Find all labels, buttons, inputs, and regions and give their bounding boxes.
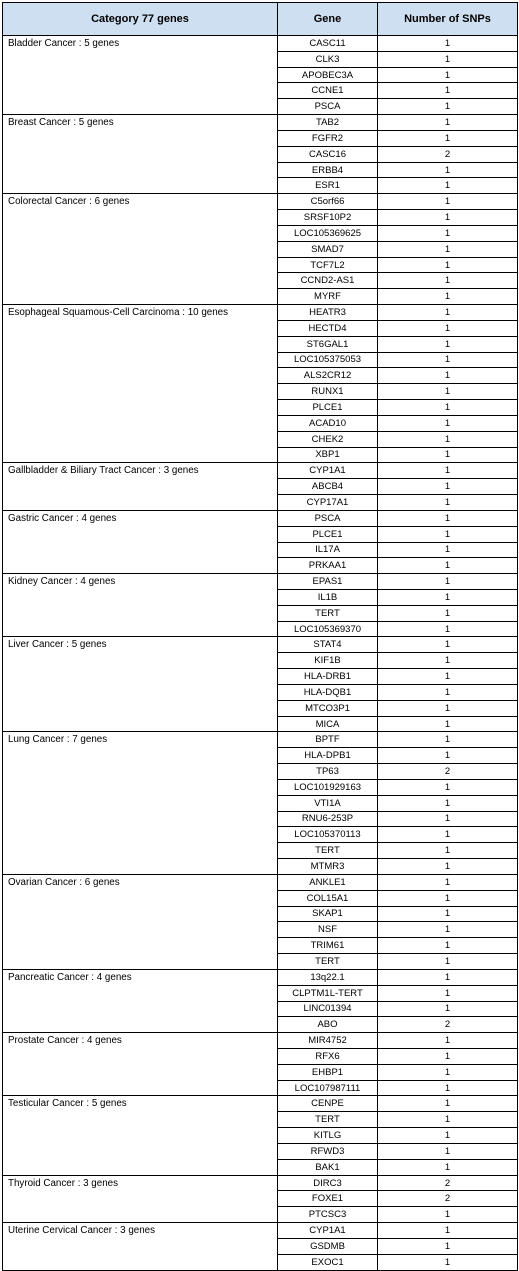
category-cell: Esophageal Squamous-Cell Carcinoma : 10 genes xyxy=(3,305,278,463)
gene-snp-table xyxy=(2,2,518,1271)
snp-count-cell: 1 xyxy=(378,257,518,273)
category-cell: Gallbladder & Biliary Tract Cancer : 3 genes xyxy=(3,463,278,510)
snp-count-cell: 1 xyxy=(378,526,518,542)
snp-count-cell: 1 xyxy=(378,1223,518,1239)
gene-cell: KITLG xyxy=(278,1128,378,1144)
snp-count-cell: 1 xyxy=(378,51,518,67)
table-row xyxy=(3,969,518,985)
snp-count-cell: 1 xyxy=(378,1096,518,1112)
gene-cell: VTI1A xyxy=(278,795,378,811)
gene-cell: ACAD10 xyxy=(278,415,378,431)
gene-cell: STAT4 xyxy=(278,637,378,653)
category-cell: Prostate Cancer : 4 genes xyxy=(3,1033,278,1096)
snp-count-cell: 1 xyxy=(378,605,518,621)
gene-cell: CYP17A1 xyxy=(278,495,378,511)
snp-count-cell: 1 xyxy=(378,447,518,463)
gene-cell: HLA-DQB1 xyxy=(278,684,378,700)
snp-count-cell: 1 xyxy=(378,700,518,716)
snp-count-cell: 1 xyxy=(378,99,518,115)
table-body xyxy=(3,36,518,1271)
snp-count-cell: 1 xyxy=(378,669,518,685)
gene-cell: RFX6 xyxy=(278,1049,378,1065)
gene-cell: HEATR3 xyxy=(278,305,378,321)
gene-cell: NSF xyxy=(278,922,378,938)
snp-count-cell: 1 xyxy=(378,1001,518,1017)
gene-cell: ABCB4 xyxy=(278,479,378,495)
gene-cell: RNU6-253P xyxy=(278,811,378,827)
gene-cell: TERT xyxy=(278,1112,378,1128)
gene-cell: CCND2-AS1 xyxy=(278,273,378,289)
snp-count-cell: 1 xyxy=(378,684,518,700)
gene-cell: TRIM61 xyxy=(278,938,378,954)
header-category: Category 77 genes xyxy=(3,3,278,36)
gene-cell: CASC16 xyxy=(278,146,378,162)
category-cell: Pancreatic Cancer : 4 genes xyxy=(3,969,278,1032)
snp-count-cell: 1 xyxy=(378,384,518,400)
snp-count-cell: 1 xyxy=(378,827,518,843)
gene-cell: CASC11 xyxy=(278,36,378,52)
header-gene: Gene xyxy=(278,3,378,36)
snp-count-cell: 1 xyxy=(378,495,518,511)
table-row xyxy=(3,305,518,321)
category-cell: Colorectal Cancer : 6 genes xyxy=(3,194,278,305)
snp-count-cell: 1 xyxy=(378,400,518,416)
snp-count-cell: 1 xyxy=(378,320,518,336)
table-row xyxy=(3,1096,518,1112)
gene-cell: HLA-DRB1 xyxy=(278,669,378,685)
gene-cell: TERT xyxy=(278,843,378,859)
gene-cell: HLA-DPB1 xyxy=(278,748,378,764)
snp-count-cell: 1 xyxy=(378,336,518,352)
header-snp-count: Number of SNPs xyxy=(378,3,518,36)
table-row xyxy=(3,1175,518,1191)
snp-count-cell: 1 xyxy=(378,194,518,210)
snp-count-cell: 1 xyxy=(378,969,518,985)
snp-count-cell: 1 xyxy=(378,890,518,906)
snp-count-cell: 1 xyxy=(378,637,518,653)
table-header xyxy=(3,3,518,36)
snp-count-cell: 1 xyxy=(378,162,518,178)
table-row xyxy=(3,637,518,653)
snp-count-cell: 1 xyxy=(378,463,518,479)
snp-count-cell: 1 xyxy=(378,1080,518,1096)
snp-count-cell: 1 xyxy=(378,938,518,954)
snp-count-cell: 1 xyxy=(378,1159,518,1175)
gene-cell: DIRC3 xyxy=(278,1175,378,1191)
gene-cell: CENPE xyxy=(278,1096,378,1112)
table-row xyxy=(3,732,518,748)
snp-count-cell: 1 xyxy=(378,1128,518,1144)
gene-cell: ANKLE1 xyxy=(278,874,378,890)
snp-count-cell: 1 xyxy=(378,542,518,558)
gene-cell: TP63 xyxy=(278,764,378,780)
gene-cell: SMAD7 xyxy=(278,241,378,257)
gene-cell: GSDMB xyxy=(278,1238,378,1254)
snp-count-cell: 1 xyxy=(378,1143,518,1159)
gene-cell: PSCA xyxy=(278,510,378,526)
snp-count-cell: 1 xyxy=(378,1033,518,1049)
snp-count-cell: 1 xyxy=(378,621,518,637)
header-row xyxy=(3,3,518,36)
gene-cell: ALS2CR12 xyxy=(278,368,378,384)
category-cell: Bladder Cancer : 5 genes xyxy=(3,36,278,115)
snp-count-cell: 1 xyxy=(378,1254,518,1270)
snp-count-cell: 1 xyxy=(378,558,518,574)
snp-count-cell: 1 xyxy=(378,1238,518,1254)
gene-cell: CCNE1 xyxy=(278,83,378,99)
snp-count-cell: 1 xyxy=(378,510,518,526)
category-cell: Ovarian Cancer : 6 genes xyxy=(3,874,278,969)
category-cell: Breast Cancer : 5 genes xyxy=(3,115,278,194)
category-cell: Gastric Cancer : 4 genes xyxy=(3,510,278,573)
category-cell: Thyroid Cancer : 3 genes xyxy=(3,1175,278,1222)
gene-cell: CYP1A1 xyxy=(278,1223,378,1239)
gene-cell: RUNX1 xyxy=(278,384,378,400)
snp-count-cell: 1 xyxy=(378,241,518,257)
gene-cell: MIR4752 xyxy=(278,1033,378,1049)
gene-cell: KIF1B xyxy=(278,653,378,669)
snp-count-cell: 1 xyxy=(378,954,518,970)
gene-cell: ERBB4 xyxy=(278,162,378,178)
snp-count-cell: 1 xyxy=(378,479,518,495)
snp-count-cell: 1 xyxy=(378,178,518,194)
snp-count-cell: 1 xyxy=(378,368,518,384)
snp-count-cell: 1 xyxy=(378,130,518,146)
gene-cell: ESR1 xyxy=(278,178,378,194)
snp-count-cell: 1 xyxy=(378,1064,518,1080)
snp-count-cell: 1 xyxy=(378,83,518,99)
gene-cell: CLPTM1L-TERT xyxy=(278,985,378,1001)
snp-count-cell: 1 xyxy=(378,732,518,748)
snp-count-cell: 1 xyxy=(378,859,518,875)
gene-cell: CYP1A1 xyxy=(278,463,378,479)
gene-cell: ST6GAL1 xyxy=(278,336,378,352)
snp-count-cell: 1 xyxy=(378,67,518,83)
gene-cell: MTCO3P1 xyxy=(278,700,378,716)
gene-cell: FGFR2 xyxy=(278,130,378,146)
snp-count-cell: 1 xyxy=(378,811,518,827)
snp-count-cell: 1 xyxy=(378,225,518,241)
gene-cell: TCF7L2 xyxy=(278,257,378,273)
gene-cell: LOC105370113 xyxy=(278,827,378,843)
category-cell: Kidney Cancer : 4 genes xyxy=(3,574,278,637)
snp-count-cell: 1 xyxy=(378,1207,518,1223)
gene-cell: HECTD4 xyxy=(278,320,378,336)
snp-count-cell: 2 xyxy=(378,1175,518,1191)
snp-count-cell: 1 xyxy=(378,874,518,890)
snp-count-cell: 1 xyxy=(378,906,518,922)
snp-count-cell: 2 xyxy=(378,764,518,780)
gene-cell: EHBP1 xyxy=(278,1064,378,1080)
table-row xyxy=(3,194,518,210)
snp-count-cell: 1 xyxy=(378,922,518,938)
snp-count-cell: 1 xyxy=(378,115,518,131)
gene-cell: BPTF xyxy=(278,732,378,748)
snp-count-cell: 2 xyxy=(378,1191,518,1207)
table-row xyxy=(3,574,518,590)
table-row xyxy=(3,1223,518,1239)
snp-count-cell: 1 xyxy=(378,653,518,669)
gene-cell: CHEK2 xyxy=(278,431,378,447)
gene-cell: C5orf66 xyxy=(278,194,378,210)
gene-cell: LOC105369370 xyxy=(278,621,378,637)
gene-cell: APOBEC3A xyxy=(278,67,378,83)
snp-count-cell: 1 xyxy=(378,589,518,605)
gene-cell: XBP1 xyxy=(278,447,378,463)
gene-cell: PSCA xyxy=(278,99,378,115)
gene-cell: TAB2 xyxy=(278,115,378,131)
category-cell: Testicular Cancer : 5 genes xyxy=(3,1096,278,1175)
gene-cell: LOC105375053 xyxy=(278,352,378,368)
snp-count-cell: 1 xyxy=(378,1049,518,1065)
category-cell: Uterine Cervical Cancer : 3 genes xyxy=(3,1223,278,1270)
gene-cell: LINC01394 xyxy=(278,1001,378,1017)
gene-cell: TERT xyxy=(278,954,378,970)
gene-cell: IL1B xyxy=(278,589,378,605)
gene-cell: MICA xyxy=(278,716,378,732)
gene-cell: IL17A xyxy=(278,542,378,558)
table-row xyxy=(3,115,518,131)
snp-count-cell: 1 xyxy=(378,574,518,590)
snp-count-cell: 1 xyxy=(378,210,518,226)
snp-count-cell: 2 xyxy=(378,1017,518,1033)
snp-count-cell: 1 xyxy=(378,985,518,1001)
snp-count-cell: 1 xyxy=(378,779,518,795)
gene-cell: PLCE1 xyxy=(278,526,378,542)
snp-count-cell: 1 xyxy=(378,1112,518,1128)
gene-cell: ABO xyxy=(278,1017,378,1033)
snp-count-cell: 2 xyxy=(378,146,518,162)
snp-count-cell: 1 xyxy=(378,843,518,859)
gene-cell: CLK3 xyxy=(278,51,378,67)
gene-cell: TERT xyxy=(278,605,378,621)
table-row xyxy=(3,874,518,890)
gene-cell: COL15A1 xyxy=(278,890,378,906)
snp-count-cell: 1 xyxy=(378,716,518,732)
gene-cell: PRKAA1 xyxy=(278,558,378,574)
snp-count-cell: 1 xyxy=(378,431,518,447)
snp-count-cell: 1 xyxy=(378,289,518,305)
gene-cell: BAK1 xyxy=(278,1159,378,1175)
snp-count-cell: 1 xyxy=(378,273,518,289)
gene-cell: LOC105369625 xyxy=(278,225,378,241)
category-cell: Liver Cancer : 5 genes xyxy=(3,637,278,732)
snp-count-cell: 1 xyxy=(378,415,518,431)
gene-cell: MYRF xyxy=(278,289,378,305)
snp-count-cell: 1 xyxy=(378,795,518,811)
gene-cell: LOC101929163 xyxy=(278,779,378,795)
gene-cell: MTMR3 xyxy=(278,859,378,875)
gene-cell: 13q22.1 xyxy=(278,969,378,985)
gene-cell: FOXE1 xyxy=(278,1191,378,1207)
snp-count-cell: 1 xyxy=(378,352,518,368)
gene-cell: LOC107987111 xyxy=(278,1080,378,1096)
gene-cell: SRSF10P2 xyxy=(278,210,378,226)
table-row xyxy=(3,463,518,479)
table-row xyxy=(3,1033,518,1049)
gene-cell: EPAS1 xyxy=(278,574,378,590)
category-cell: Lung Cancer : 7 genes xyxy=(3,732,278,874)
snp-count-cell: 1 xyxy=(378,305,518,321)
gene-cell: PTCSC3 xyxy=(278,1207,378,1223)
snp-count-cell: 1 xyxy=(378,36,518,52)
gene-cell: RFWD3 xyxy=(278,1143,378,1159)
gene-cell: EXOC1 xyxy=(278,1254,378,1270)
table-row xyxy=(3,510,518,526)
gene-cell: SKAP1 xyxy=(278,906,378,922)
snp-count-cell: 1 xyxy=(378,748,518,764)
gene-cell: PLCE1 xyxy=(278,400,378,416)
table-row xyxy=(3,36,518,52)
